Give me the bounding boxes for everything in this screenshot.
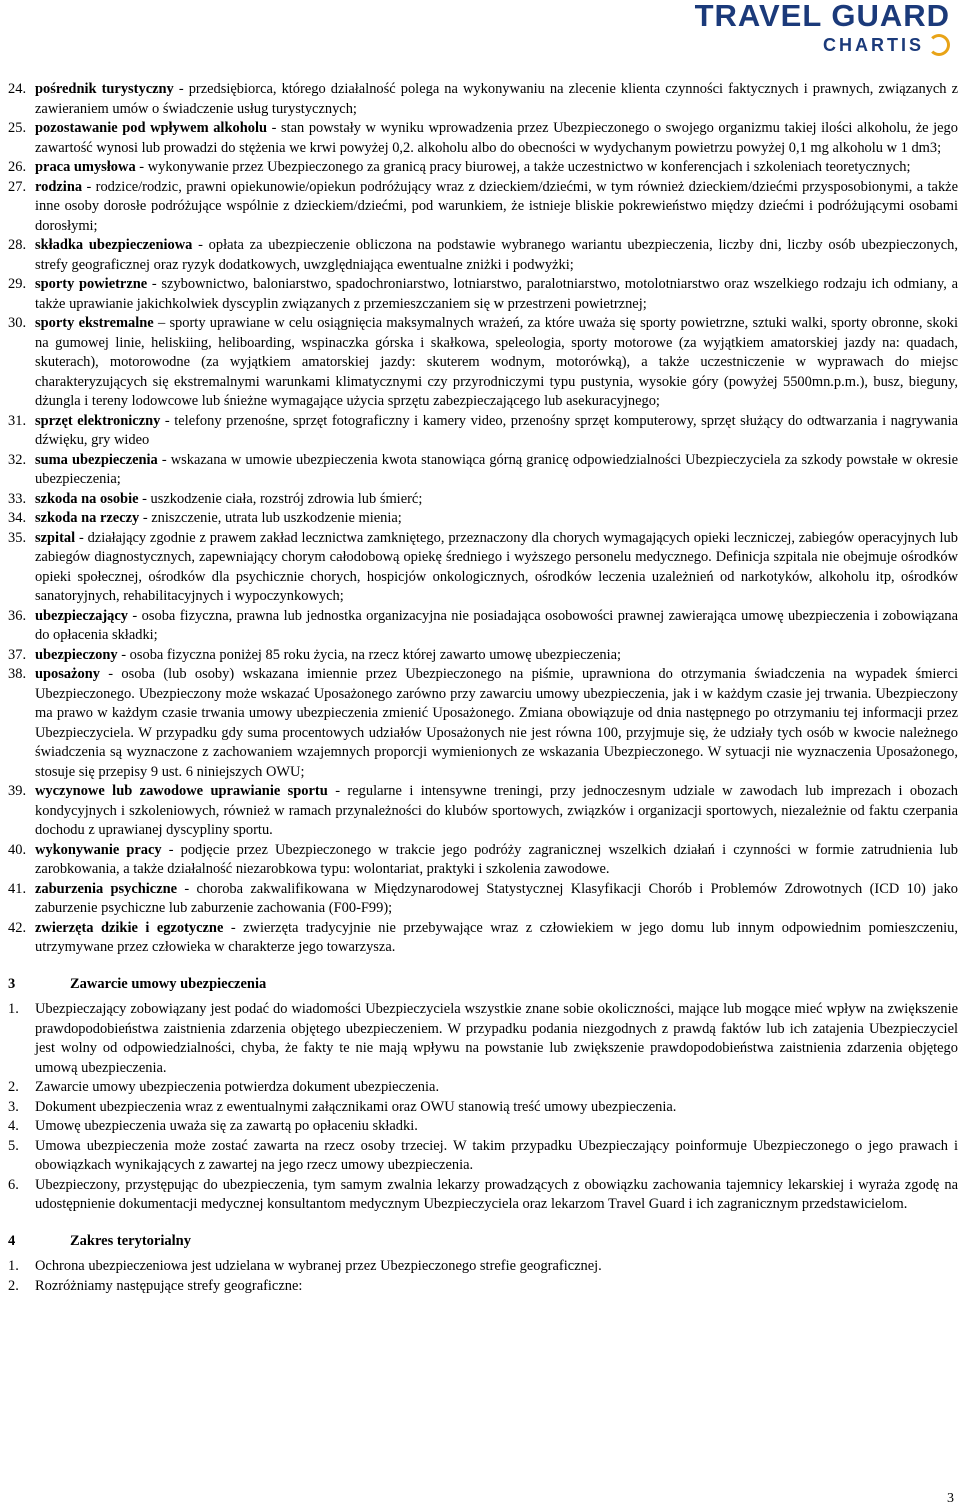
- item-number: 4.: [8, 1118, 19, 1134]
- section-3-heading: [8, 975, 958, 995]
- definition-term: ubezpieczający: [35, 607, 129, 624]
- section3-item: [8, 1137, 958, 1176]
- definition-term: wykonywanie pracy: [35, 841, 162, 858]
- definition-number: 26.: [8, 159, 27, 175]
- definition-text: - działający zgodnie z prawem zakład lecznictwa zamkniętego, przeznaczony dla chorych wymagających opieki leczniczej, zabiegów operacyjnych lub zabiegów diagnostycznych, zapewniający chorym całodobową opiekę średniego i wyższego personelu medycznego. Definicja szpitala nie obejmuje ośrodków opieki społecznej, ośrodków dla psychicznie chorych, hospicjów onkologicznych, ośrodków leczenia uzależnień od narkotyków, alkoholu itp, ośrodków sanatoryjnych, rehabilitacyjnych i wypoczynkowych;: [35, 529, 958, 604]
- item-number: 3.: [8, 1098, 19, 1115]
- definition-term: szpital: [35, 529, 76, 546]
- item-number: 2.: [8, 1277, 19, 1294]
- definition-text: - regularne i intensywne treningi, przy jednoczesnym udziale w zawodach lub imprezach i obozach kondycyjnych i szkoleniowych, również w ramach przynależności do klubów sportowych, związków i organizacji sportowych, niezależnie od faktu czerpania dochodu z uprawianej dyscypliny sportu.: [35, 783, 959, 838]
- chartis-swirl-icon: [928, 34, 950, 56]
- definition-text: - zniszczenie, utrata lub uszkodzenie mienia;: [139, 510, 402, 526]
- document-body: [8, 80, 958, 1296]
- definition-text: - choroba zakwalifikowana w Międzynarodowej Statystycznej Klasyfikacji Chorób i Problemów Zdrowotnych (ICD 10) jako zaburzenie psychiczne lub zaburzenie zachowania (F00-F99);: [35, 880, 959, 916]
- definition-term: szkoda na rzeczy: [35, 510, 140, 526]
- logo-main-text: TRAVEL GUARD: [694, 0, 950, 33]
- definition-text: - wykonywanie przez Ubezpieczonego za granicą pracy biurowej, a także uczestnictwo w konferencjach i szkoleniach teoretycznych;: [135, 159, 911, 175]
- definition-item: [8, 119, 958, 158]
- definition-item: [8, 509, 958, 529]
- definition-text: - osoba fizyczna, prawna lub jednostka organizacyjna nie posiadająca osobowości prawnej zawierająca umowę ubezpieczenia i zobowiązana do opłacenia składki;: [35, 607, 958, 643]
- definition-term: pośrednik turystyczny: [35, 81, 174, 97]
- definition-number: 30.: [8, 315, 27, 331]
- definition-item: [8, 607, 958, 646]
- definitions-list: [8, 80, 958, 958]
- definition-item: [8, 275, 958, 314]
- definition-item: [8, 782, 958, 841]
- definition-text: - osoba fizyczna poniżej 85 roku życia, na rzecz której zawarto umowę ubezpieczenia;: [117, 646, 622, 663]
- definition-item: [8, 665, 958, 782]
- definition-number: 29.: [8, 276, 27, 292]
- item-number: 2.: [8, 1079, 19, 1095]
- definition-item: [8, 314, 958, 412]
- definition-number: 40.: [8, 841, 27, 858]
- definition-term: składka ubezpieczeniowa: [35, 237, 193, 253]
- definition-text: - przedsiębiorca, którego działalność polega na wykonywaniu na zlecenie klienta czynności faktycznych i prawnych, związanych z zawieraniem umów o świadczenie usług turystycznych;: [35, 81, 958, 117]
- section-3-number: 3: [8, 975, 16, 992]
- travel-guard-logo: [650, 0, 950, 56]
- section3-item: [8, 1078, 958, 1098]
- definition-number: 28.: [8, 237, 27, 253]
- definition-text: - uszkodzenie ciała, rozstrój zdrowia lub śmierć;: [138, 490, 423, 507]
- definition-item: [8, 490, 958, 510]
- definition-text: - zwierzęta tradycyjnie nie przebywające wraz z człowiekiem w jego domu lub innym odpowiednim pomieszczeniu, utrzymywane przez człowieka w charakterze jego towarzysza.: [35, 919, 959, 955]
- item-text: Ubezpieczający zobowiązany jest podać do wiadomości Ubezpieczyciela wszystkie znane sobie okoliczności, mające lub mogące mieć wpływ na zwiększenie prawdopodobieństwa zaistnienia zdarzenia objętego ubezpieczeniem. W przypadku podania niezgodnych z prawdą faktów lub ich zatajenia Ubezpieczyciel jest wolny od odpowiedzialności, chyba, że fakty te nie mają wpływu na powstanie lub zwiększenie prawdopodobieństwa zaistnienia zdarzenia objętego umową ubezpieczenia.: [35, 1001, 958, 1076]
- item-text: Umowa ubezpieczenia może zostać zawarta na rzecz osoby trzeciej. W takim przypadku Ubezpieczający poinformuje Ubezpieczonego o jego prawach i obowiązkach wynikających z zawartej na jego rzecz umowy ubezpieczenia.: [35, 1137, 958, 1173]
- definition-item: [8, 451, 958, 490]
- section-4-heading: [8, 1232, 958, 1252]
- definition-number: 31.: [8, 412, 27, 429]
- item-number: 5.: [8, 1137, 19, 1154]
- definition-text: - rodzice/rodzic, prawni opiekunowie/opiekun podróżujący wraz z dzieckiem/dziećmi, w tym również dzieckiem/dziećmi przysposobionymi, a także inne osoby dorosłe podróżujące wspólnie z dzieckiem/dziećmi, pod warunkiem, że istnieje bliskie pokrewieństwo między dziećmi i podróżującymi osobami dorosłymi;: [35, 178, 958, 234]
- logo-sub-label: CHARTIS: [823, 35, 924, 55]
- definition-number: 39.: [8, 783, 27, 799]
- section-4-title: Zakres terytorialny: [70, 1232, 191, 1249]
- definition-number: 37.: [8, 646, 27, 663]
- section-3-title: Zawarcie umowy ubezpieczenia: [70, 975, 267, 992]
- item-number: 1.: [8, 1258, 19, 1274]
- item-text: Dokument ubezpieczenia wraz z ewentualnymi załącznikami oraz OWU stanowią treść umowy ubezpieczenia.: [35, 1098, 677, 1115]
- definition-text: - telefony przenośne, sprzęt fotograficzny i kamery video, przenośny sprzęt komputerowy, sprzęt służący do odtwarzania i nagrywania dźwięku, gry wideo: [35, 412, 958, 448]
- item-text: Rozróżniamy następujące strefy geograficzne:: [35, 1277, 303, 1294]
- definition-text: - opłata za ubezpieczenie obliczona na podstawie wybranego wariantu ubezpieczenia, liczby dni, liczby osób ubezpieczonych, strefy geograficznej oraz ryzyk dodatkowych, uwzględniająca ewentualne zniżki i podwyżki;: [35, 237, 958, 273]
- definition-text: - podjęcie przez Ubezpieczonego w trakcie jego podróży zagranicznej wszelkich działań i czynności w formie zatrudnienia lub zarobkowania, a także działalność niezarobkowa typu: wolontariat, praktyki i szkolenia zawodowe.: [35, 841, 958, 877]
- definition-text: - stan powstały w wyniku wprowadzenia przez Ubezpieczonego o swojego organizmu takiej ilości alkoholu, że jego zawartość wynosi lub prowadzi do stężenia we krwi powyżej 0,2. alkoholu albo do obecności w wydychanym powietrzu powyżej 0,1 mg alkoholu w 1 dm3;: [35, 120, 958, 156]
- definition-number: 41.: [8, 880, 27, 897]
- section3-item: [8, 1098, 958, 1118]
- definition-number: 27.: [8, 178, 27, 195]
- definition-text: – sporty uprawiane w celu osiągnięcia maksymalnych wrażeń, za które uważa się sporty powietrzne, sztuki walki, sporty obronne, skoki na gumowej linie, heliskiing, heliboarding, wspinaczka górska i skałkowa, speleologia, sporty motorowe (za wyjątkiem amatorskiej jazdy na: quadach, skuterach), motorowodne (za wyjątkiem amatorskiej jazdy: skuterem wodnym, motorówką), a także uczestniczenie w wyprawach do miejsc charakteryzujących się ekstremalnymi warunkami klimatycznymi czy przyrodniczymi typu pustynia, wysokie góry (powyżej 5500mn.p.m.), busz, bieguny, dżungla i tereny lodowcowe lub śnieżne wymagające użycia sprzętu zabezpieczającego lub asekuracyjnego;: [35, 315, 958, 409]
- section3-item: [8, 1176, 958, 1215]
- page-number: 3: [947, 1491, 954, 1506]
- item-text: Ubezpieczony, przystępując do ubezpieczenia, tym samym zwalnia lekarzy prowadzących z obowiązku zachowania tajemnicy lekarskiej i wyraża zgodę na udostępnienie dokumentacji medycznej konsultantom medycznym Ubezpieczyciela oraz lekarzom Travel Guard i ich zagranicznym przedstawicielom.: [35, 1176, 958, 1212]
- definition-item: [8, 880, 958, 919]
- definition-term: suma ubezpieczenia: [35, 451, 158, 468]
- item-number: 6.: [8, 1176, 19, 1193]
- section3-item: [8, 1000, 958, 1078]
- item-number: 1.: [8, 1001, 19, 1017]
- definition-item: [8, 178, 958, 237]
- definition-item: [8, 236, 958, 275]
- definition-term: sporty ekstremalne: [35, 315, 154, 331]
- definition-text: - szybownictwo, baloniarstwo, spadochroniarstwo, lotniarstwo, paralotniarstwo, motolotniarstwo oraz wszelkiego rodzaju ich odmiany, a także uprawianie jakichkolwiek dyscyplin związanych z przemieszczaniem się w przestrzeni powietrznej;: [35, 276, 958, 312]
- section4-item: [8, 1277, 958, 1297]
- section-4-number: 4: [8, 1232, 16, 1249]
- item-text: Zawarcie umowy ubezpieczenia potwierdza dokument ubezpieczenia.: [35, 1079, 440, 1095]
- definition-item: [8, 646, 958, 666]
- definition-number: 36.: [8, 607, 27, 624]
- definition-term: wyczynowe lub zawodowe uprawianie sportu: [35, 783, 328, 799]
- section-3-list: [8, 1000, 958, 1215]
- definition-number: 25.: [8, 120, 27, 136]
- item-text: Umowę ubezpieczenia uważa się za zawartą po opłaceniu składki.: [35, 1118, 418, 1134]
- definition-item: [8, 158, 958, 178]
- definition-number: 35.: [8, 529, 27, 546]
- definition-number: 32.: [8, 451, 27, 468]
- definition-term: praca umysłowa: [35, 159, 136, 175]
- definition-term: sprzęt elektroniczny: [35, 412, 161, 429]
- definition-text: - osoba (lub osoby) wskazana imiennie przez Ubezpieczonego na piśmie, uprawniona do otrzymania świadczenia na wypadek śmierci Ubezpieczonego. Ubezpieczony może wskazać Uposażonego zarówno przy zawarciu umowy ubezpieczenia, jak i w każdym czasie jej trwania. Ubezpieczony ma prawo w każdym czasie trwania umowy ubezpieczenia zmienić Uposażonego. Zmiana obowiązuje od dnia następnego po otrzymaniu tej informacji przez Ubezpieczyciela. W przypadku gdy suma procentowych udziałów Uposażonych nie jest równa 100, przyjmuje się, że udziały tych osób w kwocie należnego świadczenia są wyznaczone z zachowaniem wzajemnych proporcji wymienionych ze wskazania Ubezpieczonego. W sytuacji nie wyznaczenia Uposażonego, stosuje się przepisy 9 ust. 6 niniejszych OWU;: [35, 666, 958, 780]
- section-4-list: [8, 1257, 958, 1296]
- definition-item: [8, 529, 958, 607]
- definition-number: 24.: [8, 81, 27, 97]
- definition-term: sporty powietrzne: [35, 276, 148, 292]
- definition-term: szkoda na osobie: [35, 490, 139, 507]
- section3-item: [8, 1117, 958, 1137]
- definition-number: 33.: [8, 490, 27, 507]
- definition-item: [8, 412, 958, 451]
- definition-term: zwierzęta dzikie i egzotyczne: [35, 919, 224, 936]
- definition-term: rodzina: [35, 178, 83, 195]
- definition-number: 34.: [8, 510, 27, 526]
- definition-term: ubezpieczony: [35, 646, 118, 663]
- item-text: Ochrona ubezpieczeniowa jest udzielana w wybranej przez Ubezpieczonego strefie geograficznej.: [35, 1258, 602, 1274]
- definition-term: zaburzenia psychiczne: [35, 880, 178, 897]
- definition-number: 38.: [8, 666, 27, 682]
- definition-item: [8, 80, 958, 119]
- definition-number: 42.: [8, 919, 27, 936]
- section4-item: [8, 1257, 958, 1277]
- logo-sub-text: [823, 34, 950, 56]
- definition-item: [8, 841, 958, 880]
- definition-term: pozostawanie pod wpływem alkoholu: [35, 120, 267, 136]
- definition-item: [8, 919, 958, 958]
- definition-term: uposażony: [35, 666, 100, 682]
- definition-text: - wskazana w umowie ubezpieczenia kwota stanowiąca górną granicę odpowiedzialności Ubezpieczyciela za szkody powstałe w okresie ubezpieczenia;: [35, 451, 959, 487]
